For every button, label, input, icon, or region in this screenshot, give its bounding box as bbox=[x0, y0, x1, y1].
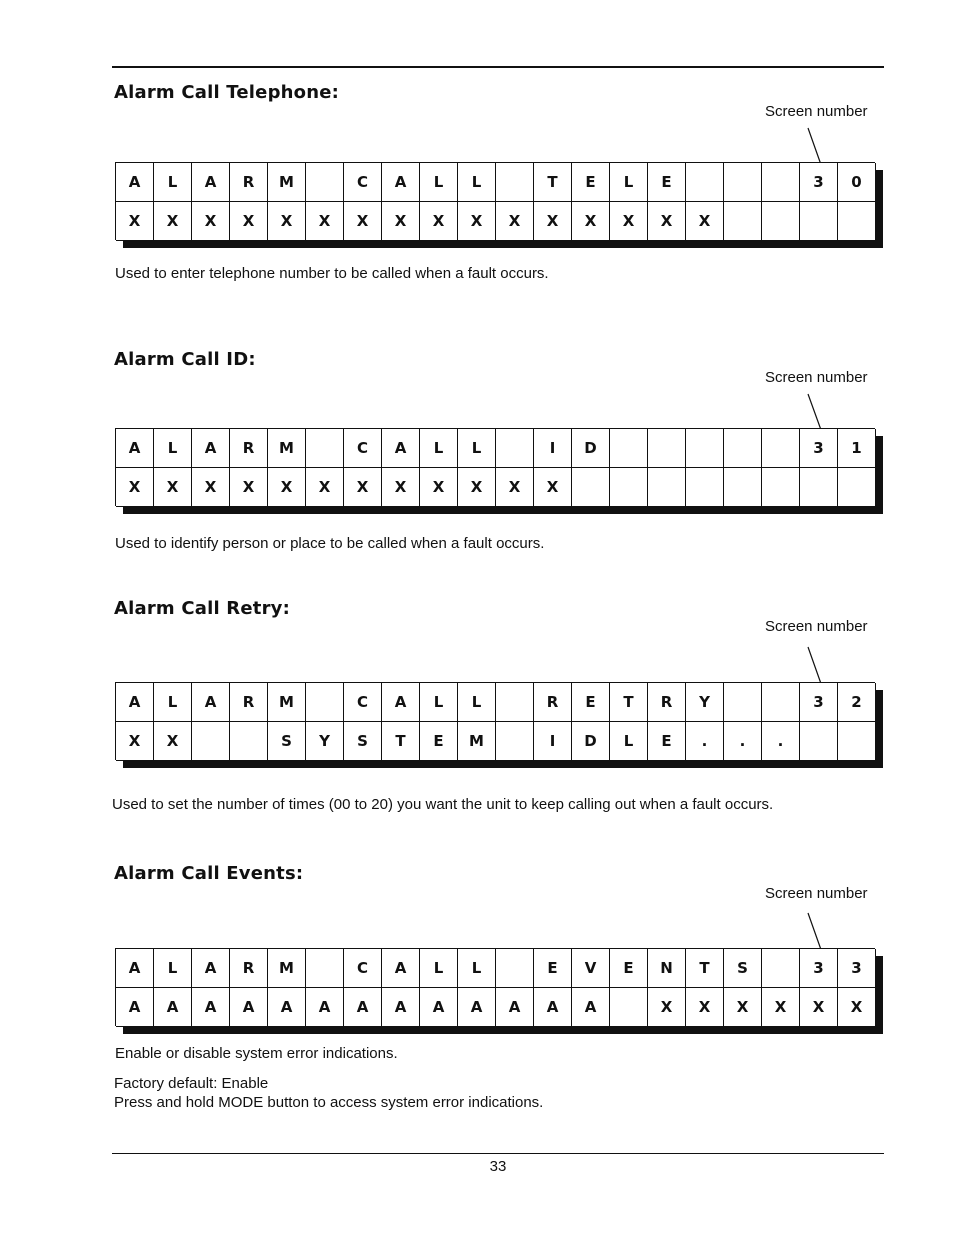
character-cell: A bbox=[192, 949, 230, 988]
character-cell: X bbox=[382, 202, 420, 241]
character-cell: X bbox=[610, 202, 648, 241]
character-cell: X bbox=[154, 202, 192, 241]
character-cell: 3 bbox=[800, 683, 838, 722]
section-heading: Alarm Call Telephone: bbox=[114, 82, 340, 103]
character-cell: M bbox=[268, 683, 306, 722]
character-cell: X bbox=[116, 722, 154, 761]
character-cell: X bbox=[344, 468, 382, 507]
character-cell: X bbox=[154, 468, 192, 507]
character-cell: A bbox=[116, 429, 154, 468]
character-cell: X bbox=[230, 202, 268, 241]
character-cell: A bbox=[230, 988, 268, 1027]
character-cell: E bbox=[534, 949, 572, 988]
section-description: Factory default: Enable bbox=[114, 1075, 269, 1092]
character-cell: M bbox=[268, 949, 306, 988]
character-cell: L bbox=[154, 429, 192, 468]
character-cell: C bbox=[344, 683, 382, 722]
character-cell: L bbox=[154, 163, 192, 202]
character-cell: X bbox=[116, 468, 154, 507]
character-cell: X bbox=[686, 988, 724, 1027]
section-description: Enable or disable system error indications. bbox=[115, 1045, 398, 1062]
character-cell: L bbox=[458, 163, 496, 202]
character-cell: R bbox=[230, 949, 268, 988]
character-cell: T bbox=[534, 163, 572, 202]
character-cell: T bbox=[610, 683, 648, 722]
character-cell: 3 bbox=[800, 429, 838, 468]
character-cell: N bbox=[648, 949, 686, 988]
character-cell: A bbox=[192, 683, 230, 722]
character-cell: 3 bbox=[800, 163, 838, 202]
character-cell: A bbox=[420, 988, 458, 1027]
character-cell bbox=[496, 949, 534, 988]
character-cell: X bbox=[306, 468, 344, 507]
character-cell: X bbox=[268, 468, 306, 507]
character-cell: S bbox=[724, 949, 762, 988]
character-cell: A bbox=[382, 163, 420, 202]
character-cell: L bbox=[420, 949, 458, 988]
character-cell: I bbox=[534, 429, 572, 468]
character-cell: X bbox=[762, 988, 800, 1027]
character-cell: A bbox=[192, 163, 230, 202]
section-heading: Alarm Call Retry: bbox=[114, 598, 290, 619]
character-cell: L bbox=[610, 163, 648, 202]
character-cell: C bbox=[344, 949, 382, 988]
section-description: Used to identify person or place to be called when a fault occurs. bbox=[115, 535, 545, 552]
screen-number-label: Screen number bbox=[765, 885, 868, 902]
character-cell: X bbox=[534, 202, 572, 241]
character-cell: T bbox=[686, 949, 724, 988]
character-cell: L bbox=[154, 683, 192, 722]
character-cell: 3 bbox=[838, 949, 876, 988]
character-cell: . bbox=[686, 722, 724, 761]
character-cell bbox=[610, 988, 648, 1027]
screen-number-label: Screen number bbox=[765, 103, 868, 120]
character-cell: X bbox=[382, 468, 420, 507]
section-description: Press and hold MODE button to access system error indications. bbox=[114, 1094, 544, 1111]
character-cell: . bbox=[724, 722, 762, 761]
character-cell: A bbox=[382, 683, 420, 722]
character-cell: C bbox=[344, 163, 382, 202]
character-cell: L bbox=[458, 429, 496, 468]
character-cell: A bbox=[382, 949, 420, 988]
character-cell: T bbox=[382, 722, 420, 761]
character-cell: A bbox=[306, 988, 344, 1027]
section-description: Used to enter telephone number to be called when a fault occurs. bbox=[115, 265, 549, 282]
character-grid bbox=[115, 948, 875, 1026]
character-cell: 0 bbox=[838, 163, 876, 202]
character-cell: C bbox=[344, 429, 382, 468]
character-cell: A bbox=[458, 988, 496, 1027]
character-cell: X bbox=[496, 468, 534, 507]
character-cell: X bbox=[458, 202, 496, 241]
character-cell: E bbox=[572, 683, 610, 722]
character-cell: S bbox=[344, 722, 382, 761]
character-cell: 2 bbox=[838, 683, 876, 722]
character-cell: A bbox=[192, 429, 230, 468]
character-cell: R bbox=[534, 683, 572, 722]
screen-number-label: Screen number bbox=[765, 369, 868, 386]
character-cell: X bbox=[268, 202, 306, 241]
character-cell: X bbox=[496, 202, 534, 241]
character-cell: Y bbox=[686, 683, 724, 722]
character-cell: X bbox=[686, 202, 724, 241]
character-cell: A bbox=[534, 988, 572, 1027]
character-cell: A bbox=[116, 683, 154, 722]
character-cell: X bbox=[192, 202, 230, 241]
character-cell: L bbox=[458, 683, 496, 722]
character-cell: A bbox=[382, 988, 420, 1027]
character-cell: L bbox=[420, 163, 458, 202]
character-cell bbox=[762, 949, 800, 988]
character-cell: X bbox=[192, 468, 230, 507]
character-cell: X bbox=[344, 202, 382, 241]
character-cell: X bbox=[116, 202, 154, 241]
character-cell: I bbox=[534, 722, 572, 761]
page-number: 33 bbox=[489, 1158, 507, 1175]
character-cell: E bbox=[648, 722, 686, 761]
character-cell: A bbox=[154, 988, 192, 1027]
screen-number-label: Screen number bbox=[765, 618, 868, 635]
character-cell: X bbox=[306, 202, 344, 241]
character-cell: 3 bbox=[800, 949, 838, 988]
character-cell: V bbox=[572, 949, 610, 988]
character-cell: A bbox=[382, 429, 420, 468]
character-cell: X bbox=[724, 988, 762, 1027]
character-cell: M bbox=[458, 722, 496, 761]
section-description: Used to set the number of times (00 to 20) you want the unit to keep calling out when a fault occurs. bbox=[112, 796, 774, 813]
character-cell: M bbox=[268, 163, 306, 202]
character-cell: X bbox=[534, 468, 572, 507]
character-cell bbox=[306, 949, 344, 988]
character-cell: R bbox=[230, 683, 268, 722]
character-cell: A bbox=[496, 988, 534, 1027]
character-cell: X bbox=[420, 468, 458, 507]
character-cell: R bbox=[230, 163, 268, 202]
character-cell: X bbox=[458, 468, 496, 507]
character-cell: L bbox=[420, 429, 458, 468]
character-cell: X bbox=[648, 988, 686, 1027]
character-cell: S bbox=[268, 722, 306, 761]
character-cell: R bbox=[230, 429, 268, 468]
character-cell: Y bbox=[306, 722, 344, 761]
section-heading: Alarm Call ID: bbox=[114, 349, 256, 370]
character-cell: X bbox=[648, 202, 686, 241]
character-cell: 1 bbox=[838, 429, 876, 468]
character-cell: A bbox=[116, 163, 154, 202]
character-cell: A bbox=[344, 988, 382, 1027]
character-cell: X bbox=[800, 988, 838, 1027]
character-cell: X bbox=[572, 202, 610, 241]
character-cell: D bbox=[572, 429, 610, 468]
character-cell: M bbox=[268, 429, 306, 468]
character-cell: L bbox=[154, 949, 192, 988]
character-cell: L bbox=[610, 722, 648, 761]
bottom-rule bbox=[112, 1153, 884, 1154]
character-cell: L bbox=[458, 949, 496, 988]
section-heading: Alarm Call Events: bbox=[114, 863, 304, 884]
character-cell: E bbox=[572, 163, 610, 202]
character-cell: . bbox=[762, 722, 800, 761]
character-cell: X bbox=[154, 722, 192, 761]
character-cell: R bbox=[648, 683, 686, 722]
character-cell: A bbox=[572, 988, 610, 1027]
character-cell: A bbox=[116, 949, 154, 988]
character-cell: A bbox=[116, 988, 154, 1027]
character-cell: X bbox=[838, 988, 876, 1027]
character-cell: X bbox=[230, 468, 268, 507]
character-cell: E bbox=[420, 722, 458, 761]
character-cell: D bbox=[572, 722, 610, 761]
lcd-display bbox=[115, 948, 875, 1026]
character-cell: E bbox=[648, 163, 686, 202]
character-cell: E bbox=[610, 949, 648, 988]
character-cell: L bbox=[420, 683, 458, 722]
character-cell: A bbox=[192, 988, 230, 1027]
character-cell: A bbox=[268, 988, 306, 1027]
character-cell: X bbox=[420, 202, 458, 241]
